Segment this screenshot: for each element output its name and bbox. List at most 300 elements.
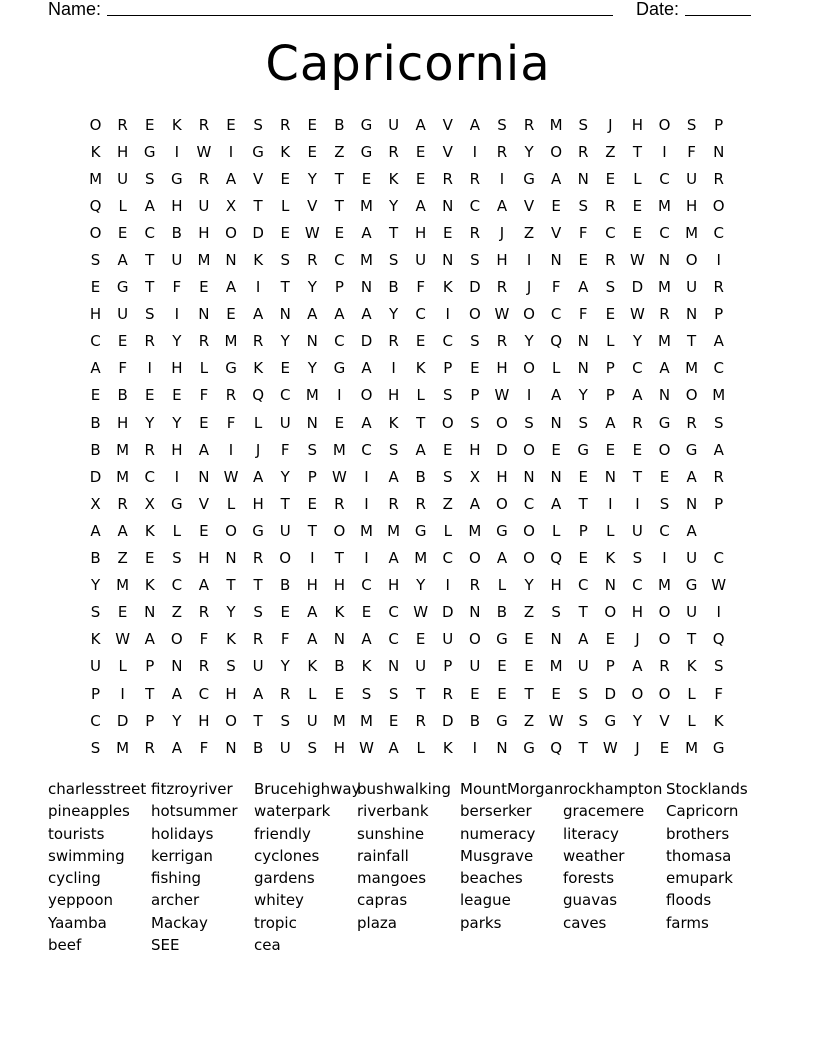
grid-letter: T (253, 711, 263, 730)
grid-letter: E (578, 549, 588, 568)
grid-letter: L (443, 521, 452, 540)
word-item: brothers (666, 824, 730, 843)
grid-letter: M (468, 521, 482, 540)
grid-letter: C (144, 467, 155, 486)
grid-letter: K (253, 251, 264, 270)
grid-letter: A (551, 494, 562, 513)
grid-letter: A (415, 115, 426, 134)
grid-letter: K (415, 359, 426, 378)
grid-letter: L (281, 196, 290, 215)
grid-letter: A (388, 549, 399, 568)
grid-letter: T (632, 142, 642, 161)
grid-letter: T (687, 332, 697, 351)
grid-letter: C (388, 630, 399, 649)
grid-letter: O (468, 549, 481, 568)
grid-letter: M (116, 738, 130, 757)
grid-letter: O (658, 603, 671, 622)
grid-letter: N (550, 467, 562, 486)
grid-letter: X (90, 494, 101, 513)
grid-letter: A (686, 467, 697, 486)
grid-letter: K (144, 576, 155, 595)
grid-letter: V (442, 115, 453, 134)
grid-letter: L (633, 169, 642, 188)
grid-letter: E (334, 684, 345, 703)
grid-letter: Z (117, 549, 128, 568)
grid-letter: N (550, 630, 562, 649)
grid-letter: Z (605, 142, 616, 161)
grid-letter: W (711, 576, 727, 595)
grid-letter: R (659, 657, 670, 676)
grid-letter: D (252, 223, 264, 242)
grid-letter: S (388, 440, 399, 459)
grid-letter: D (441, 711, 454, 730)
grid-letter: N (279, 305, 291, 324)
grid-letter: S (90, 603, 101, 622)
grid-letter: T (226, 576, 236, 595)
grid-letter: I (635, 494, 640, 513)
grid-letter: G (225, 359, 237, 378)
grid-letter: A (578, 278, 589, 297)
word-item: Yaamba (48, 913, 107, 932)
grid-letter: N (658, 386, 671, 405)
grid-letter: E (388, 711, 399, 730)
grid-letter: S (578, 711, 588, 730)
grid-letter: S (361, 684, 372, 703)
grid-letter: X (225, 196, 237, 215)
grid-letter: U (442, 630, 454, 649)
grid-letter: E (117, 332, 128, 351)
word-item: tourists (48, 824, 105, 843)
grid-letter: S (686, 115, 697, 134)
grid-letter: I (337, 386, 342, 405)
grid-letter: G (116, 278, 129, 297)
grid-letter: A (605, 413, 616, 432)
grid-letter: K (144, 521, 155, 540)
name-label: Name: (48, 0, 102, 19)
grid-letter: U (415, 251, 427, 270)
grid-letter: E (280, 223, 290, 242)
grid-letter: I (526, 386, 532, 405)
grid-letter: U (686, 169, 698, 188)
grid-letter: B (280, 576, 291, 595)
grid-letter: A (551, 169, 562, 188)
grid-letter: U (686, 603, 698, 622)
grid-letter: A (496, 196, 508, 215)
grid-letter: G (496, 711, 508, 730)
word-item: beef (48, 936, 82, 955)
grid-letter: A (252, 467, 264, 486)
grid-letter: B (469, 711, 480, 730)
grid-letter: O (441, 413, 454, 432)
grid-letter: W (223, 467, 239, 486)
grid-letter: L (118, 196, 127, 215)
grid-letter: Z (523, 223, 535, 242)
word-item: forests (563, 869, 615, 888)
grid-letter: O (225, 521, 237, 540)
grid-letter: Y (145, 413, 155, 432)
grid-letter: E (632, 223, 643, 242)
grid-letter: R (144, 332, 155, 351)
word-item: MountMorgan (460, 780, 564, 798)
word-item: Mackay (151, 913, 208, 932)
grid-letter: E (199, 413, 209, 432)
grid-letter: U (469, 657, 481, 676)
grid-letter: J (635, 630, 640, 649)
grid-letter: I (364, 494, 369, 513)
grid-letter: F (280, 630, 290, 649)
grid-letter: C (90, 711, 101, 730)
grid-letter: D (496, 440, 508, 459)
grid-letter: E (144, 549, 155, 568)
word-item: sunshine (357, 824, 425, 843)
grid-letter: K (686, 657, 697, 676)
grid-letter: A (90, 359, 101, 378)
date-blank[interactable] (685, 0, 751, 16)
grid-letter: A (388, 738, 399, 757)
word-item: archer (151, 891, 200, 910)
grid-letter: T (687, 630, 697, 649)
grid-letter: E (415, 169, 426, 188)
grid-letter: O (523, 549, 535, 568)
word-item: plaza (357, 913, 397, 932)
grid-letter: N (550, 413, 562, 432)
page-title: Capricornia (265, 36, 551, 92)
grid-letter: A (307, 305, 318, 324)
grid-letter: M (387, 521, 401, 540)
word-item: Stocklands (666, 780, 748, 798)
grid-letter: T (145, 278, 155, 297)
grid-letter: V (252, 169, 264, 188)
word-item: cyclones (254, 846, 320, 865)
word-item: fitzroyriver (151, 780, 233, 798)
letter-grid (82, 111, 759, 761)
grid-letter: C (523, 494, 535, 513)
grid-letter: H (171, 440, 183, 459)
grid-letter: G (414, 521, 427, 540)
grid-letter: S (307, 738, 318, 757)
grid-letter: S (253, 603, 263, 622)
grid-letter: N (171, 657, 183, 676)
grid-letter: G (523, 169, 535, 188)
grid-letter: Y (416, 576, 426, 595)
grid-letter: N (713, 142, 725, 161)
grid-letter: N (306, 332, 318, 351)
grid-letter: Y (172, 711, 182, 730)
grid-letter: R (469, 169, 481, 188)
grid-letter: T (145, 684, 155, 703)
name-blank[interactable] (107, 0, 613, 16)
grid-letter: F (280, 440, 290, 459)
grid-letter: T (388, 223, 399, 242)
grid-letter: I (364, 467, 369, 486)
grid-letter: B (117, 386, 128, 405)
grid-letter: C (144, 223, 155, 242)
grid-letter: H (171, 359, 183, 378)
grid-letter: R (442, 684, 453, 703)
grid-letter: O (89, 115, 102, 134)
grid-letter: N (577, 332, 589, 351)
word-item: whitey (254, 891, 304, 910)
word-item: hotsummer (151, 802, 238, 821)
grid-letter: E (307, 494, 318, 513)
grid-letter: Y (307, 278, 317, 297)
grid-letter: A (307, 603, 318, 622)
word-item: beaches (460, 869, 523, 888)
grid-letter: R (713, 467, 724, 486)
grid-letter: N (387, 657, 400, 676)
grid-letter: M (658, 278, 671, 297)
word-item: Capricorn (666, 802, 739, 821)
grid-letter: L (253, 413, 263, 432)
grid-letter: F (687, 142, 696, 161)
grid-letter: I (147, 359, 152, 378)
grid-letter: A (198, 440, 210, 459)
grid-letter: K (442, 738, 453, 757)
grid-letter: X (469, 467, 480, 486)
word-item: fishing (151, 869, 201, 888)
word-item: parks (460, 913, 502, 932)
grid-letter: N (198, 305, 210, 324)
grid-letter: T (280, 278, 290, 297)
grid-letter: U (198, 196, 210, 215)
word-item: pineapples (48, 802, 130, 821)
grid-letter: W (413, 603, 429, 622)
grid-letter: O (550, 142, 563, 161)
grid-letter: K (280, 142, 291, 161)
grid-letter: A (90, 521, 101, 540)
grid-letter: R (686, 413, 697, 432)
grid-letter: T (307, 521, 317, 540)
grid-letter: P (145, 711, 155, 730)
word-item: rainfall (357, 846, 409, 865)
grid-letter: Q (550, 332, 563, 351)
grid-letter: R (415, 494, 426, 513)
grid-letter: P (578, 521, 588, 540)
grid-letter: H (225, 684, 237, 703)
grid-letter: G (360, 115, 373, 134)
grid-letter: R (496, 142, 508, 161)
grid-letter: S (172, 549, 182, 568)
word-item: friendly (254, 824, 311, 843)
grid-letter: Z (334, 142, 345, 161)
grid-letter: U (117, 169, 129, 188)
grid-letter: B (90, 440, 101, 459)
grid-letter: R (117, 115, 128, 134)
grid-letter: R (198, 603, 210, 622)
grid-letter: U (686, 549, 698, 568)
grid-letter: U (279, 413, 291, 432)
grid-letter: B (496, 603, 508, 622)
grid-letter: E (199, 278, 209, 297)
grid-letter: E (307, 115, 318, 134)
word-item: Musgrave (460, 846, 534, 865)
grid-letter: G (252, 521, 264, 540)
grid-letter: C (90, 332, 101, 351)
grid-letter: L (687, 684, 696, 703)
grid-letter: M (224, 332, 238, 351)
grid-letter: E (415, 142, 426, 161)
grid-letter: R (523, 115, 535, 134)
grid-letter: R (252, 549, 264, 568)
grid-letter: A (117, 521, 128, 540)
grid-letter: R (605, 196, 616, 215)
grid-letter (705, 517, 732, 544)
grid-letter: A (198, 576, 210, 595)
grid-letter: F (578, 223, 588, 242)
grid-letter: C (659, 169, 670, 188)
grid-letter: K (334, 603, 345, 622)
grid-letter: T (632, 467, 642, 486)
grid-letter: G (171, 169, 183, 188)
grid-letter: R (144, 738, 155, 757)
grid-letter: A (632, 657, 643, 676)
grid-letter: O (712, 196, 725, 215)
grid-letter: N (360, 278, 373, 297)
grid-letter: K (90, 630, 101, 649)
grid-letter: I (716, 603, 721, 622)
grid-letter: Y (632, 332, 642, 351)
word-item: farms (666, 913, 709, 932)
grid-letter: E (415, 630, 426, 649)
grid-letter: M (549, 115, 563, 134)
grid-letter: S (388, 684, 399, 703)
grid-letter: K (226, 630, 236, 649)
grid-letter: L (226, 494, 236, 513)
grid-letter: K (307, 657, 318, 676)
grid-letter: M (360, 521, 373, 540)
grid-letter: T (416, 684, 426, 703)
grid-letter: R (659, 305, 670, 324)
grid-letter: E (605, 169, 616, 188)
grid-letter: C (659, 521, 670, 540)
grid-letter: S (524, 413, 534, 432)
grid-letter: I (255, 278, 261, 297)
grid-letter: G (171, 494, 183, 513)
grid-letter: S (144, 169, 155, 188)
grid-letter: P (470, 386, 480, 405)
word-item: emupark (666, 869, 733, 888)
grid-letter: G (143, 142, 156, 161)
grid-letter: T (280, 494, 290, 513)
grid-letter: F (199, 386, 209, 405)
grid-letter: O (279, 549, 292, 568)
grid-letter: A (144, 196, 155, 215)
grid-letter: A (361, 305, 372, 324)
grid-letter: S (713, 413, 724, 432)
grid-letter: Y (632, 711, 642, 730)
word-item: charlesstreet (48, 780, 147, 798)
grid-letter: O (523, 305, 535, 324)
grid-letter: J (608, 115, 613, 134)
grid-letter: O (333, 521, 346, 540)
grid-letter: H (171, 196, 183, 215)
grid-letter: M (658, 576, 671, 595)
word-item: holidays (151, 824, 214, 843)
grid-letter: I (228, 142, 234, 161)
grid-letter: R (713, 278, 724, 297)
grid-letter: R (605, 251, 616, 270)
grid-letter: E (334, 413, 345, 432)
grid-letter: E (470, 684, 480, 703)
word-item: SEE (151, 936, 180, 955)
grid-letter: W (602, 738, 618, 757)
grid-letter: N (225, 738, 237, 757)
grid-letter: F (199, 630, 209, 649)
grid-letter: S (307, 440, 318, 459)
grid-letter: N (685, 494, 698, 513)
grid-letter: W (630, 305, 645, 324)
grid-letter: W (359, 738, 374, 757)
grid-letter: B (415, 467, 426, 486)
grid-letter: O (685, 386, 698, 405)
grid-letter: Q (89, 196, 102, 215)
grid-letter: D (604, 684, 617, 703)
grid-letter: W (494, 305, 510, 324)
grid-letter: D (441, 603, 454, 622)
grid-letter: L (606, 332, 615, 351)
grid-letter: M (332, 711, 346, 730)
grid-letter: E (551, 440, 561, 459)
word-item: thomasa (666, 846, 732, 865)
grid-letter: V (523, 196, 535, 215)
grid-letter: B (252, 738, 264, 757)
grid-letter: V (307, 196, 318, 215)
grid-letter: P (714, 115, 724, 134)
grid-letter: E (361, 603, 372, 622)
grid-letter: C (334, 251, 345, 270)
word-item: league (460, 891, 511, 910)
grid-letter: O (631, 684, 644, 703)
grid-letter: A (252, 684, 264, 703)
word-item: cea (254, 936, 281, 955)
grid-letter: B (171, 223, 182, 242)
grid-letter: R (225, 386, 237, 405)
grid-letter: S (90, 251, 101, 270)
grid-letter: E (605, 440, 616, 459)
grid-letter: S (578, 413, 588, 432)
grid-letter: Z (523, 711, 535, 730)
grid-letter: C (388, 603, 399, 622)
grid-letter: O (496, 494, 508, 513)
grid-letter: U (577, 657, 589, 676)
grid-letter: F (226, 413, 236, 432)
word-item: floods (666, 891, 712, 910)
grid-letter: H (252, 494, 264, 513)
grid-letter: Y (172, 413, 182, 432)
grid-letter: N (333, 630, 345, 649)
grid-letter: F (551, 278, 561, 297)
grid-letter: F (118, 359, 127, 378)
grid-letter: C (550, 305, 562, 324)
grid-letter: L (606, 521, 615, 540)
grid-letter: A (686, 521, 697, 540)
word-item: tropic (254, 913, 297, 932)
grid-letter: Q (252, 386, 265, 405)
grid-letter: L (199, 359, 209, 378)
grid-letter: E (605, 305, 616, 324)
grid-letter: J (526, 278, 532, 297)
grid-letter: L (416, 386, 425, 405)
grid-letter: A (713, 332, 724, 351)
grid-letter: C (198, 684, 210, 703)
grid-letter: L (308, 684, 317, 703)
grid-letter: W (494, 386, 510, 405)
grid-letter: M (89, 169, 103, 188)
grid-letter: H (496, 251, 508, 270)
grid-letter: P (443, 657, 453, 676)
grid-letter: S (253, 115, 263, 134)
grid-letter: A (144, 630, 155, 649)
